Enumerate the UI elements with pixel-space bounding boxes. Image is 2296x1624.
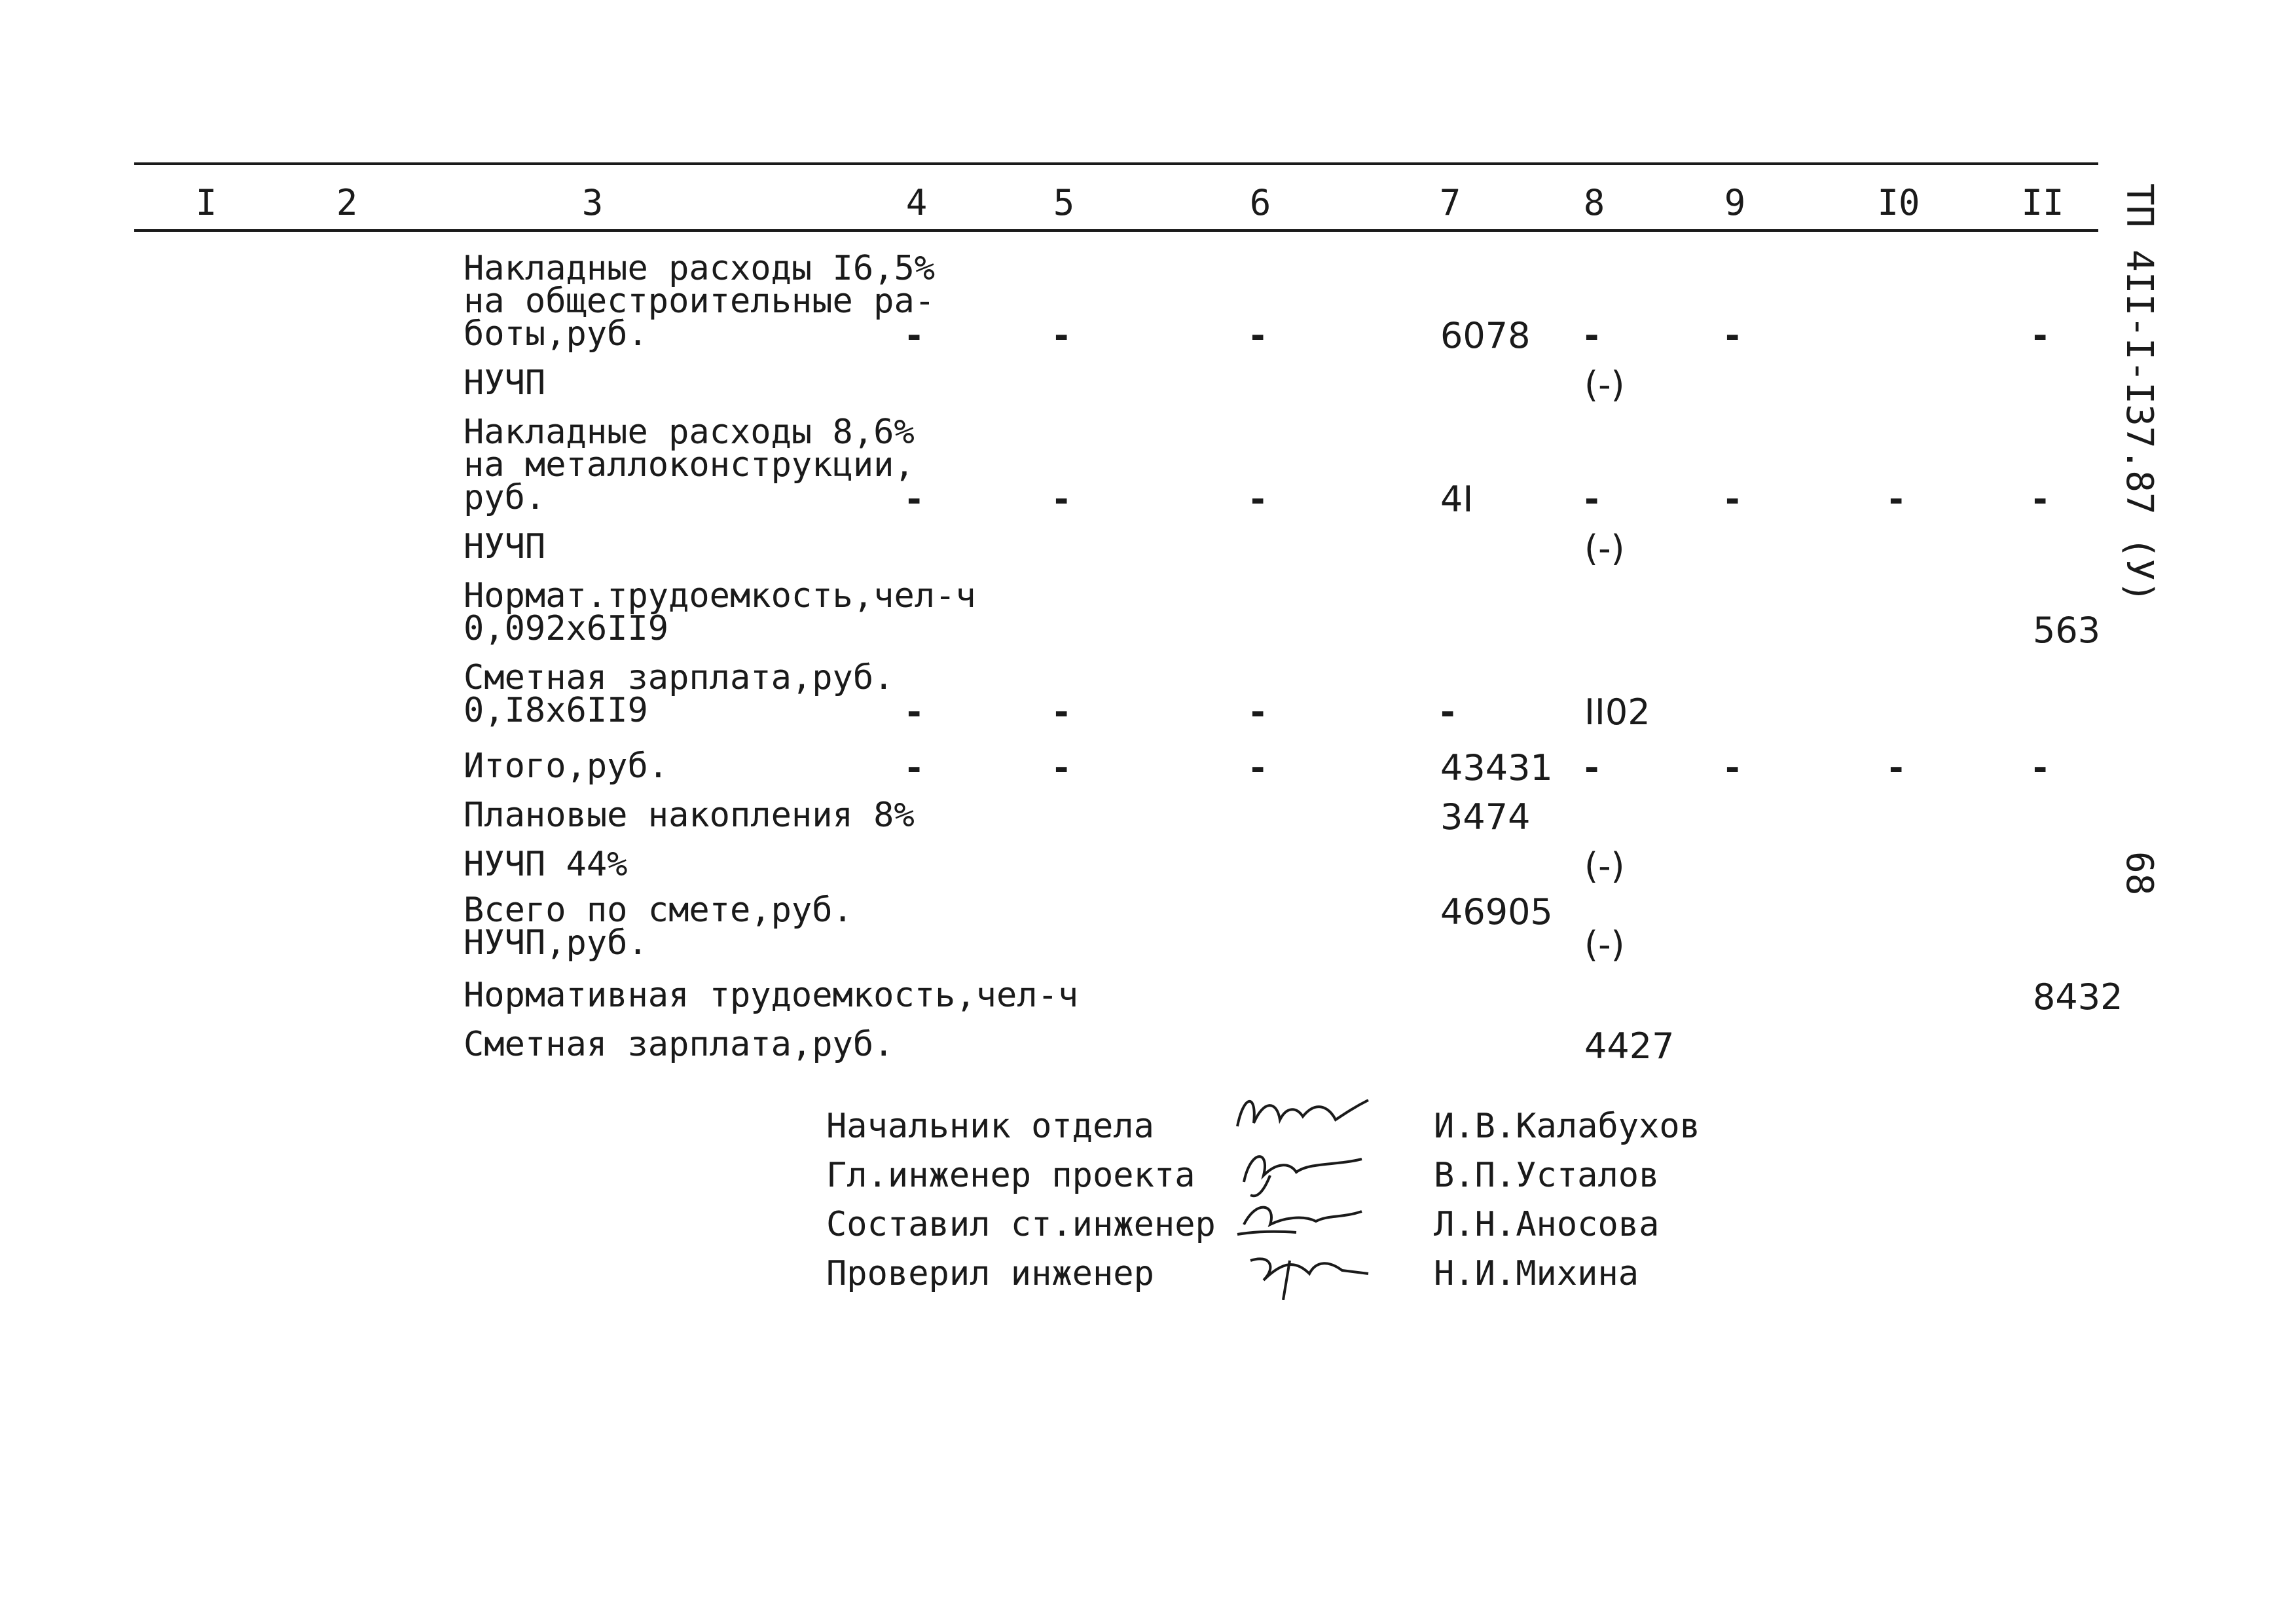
description-line: Плановые накопления 8%: [464, 796, 915, 835]
cell-value: -: [1054, 479, 1069, 520]
cell-value: II02: [1584, 692, 1650, 733]
handwritten-signature-icon: [1231, 1234, 1381, 1300]
signatory-name: В.П.Усталов: [1434, 1156, 1660, 1195]
row-description: [464, 976, 1079, 1015]
cell-value: 4427: [1584, 1025, 1675, 1067]
cell-value: 4I: [1440, 479, 1474, 520]
column-header: 6: [1249, 182, 1271, 223]
cell-value: 3474: [1440, 796, 1531, 838]
column-header: I0: [1877, 182, 1920, 223]
signatory-name: Н.И.Михина: [1434, 1254, 1639, 1293]
description-line: Нормативная трудоемкость,чел-ч: [464, 976, 1079, 1015]
description-line: НУЧП 44%: [464, 845, 628, 884]
cell-value: 8432: [2033, 976, 2123, 1018]
cell-value: (-): [1584, 845, 1625, 887]
cell-value: (-): [1584, 924, 1625, 965]
cell-value: -: [2033, 479, 2048, 520]
description-line: НУЧП: [464, 527, 546, 566]
row-description: [464, 845, 628, 884]
description-line: Сметная зарплата,руб.: [464, 1025, 894, 1064]
description-line: боты,руб.: [464, 314, 648, 354]
description-line: Всего по смете,руб.: [464, 891, 853, 930]
cell-value: -: [1250, 747, 1266, 788]
cell-value: -: [907, 315, 922, 356]
row-description: [464, 363, 546, 403]
cell-value: 563: [2033, 610, 2101, 651]
column-header: 7: [1439, 182, 1461, 223]
signature-role: Составил ст.инженер: [826, 1205, 1216, 1244]
description-line: на металлоконструкции,: [464, 445, 915, 485]
cell-value: (-): [1584, 528, 1625, 569]
cell-value: (-): [1584, 364, 1625, 405]
cell-value: -: [1584, 315, 1599, 356]
column-header: 4: [905, 182, 928, 223]
signature-role: Проверил инженер: [826, 1254, 1154, 1293]
cell-value: -: [1725, 747, 1740, 788]
cell-value: -: [1584, 747, 1599, 788]
row-description: [464, 1025, 894, 1064]
cell-value: -: [1054, 747, 1069, 788]
cell-value: -: [2033, 315, 2048, 356]
cell-value: -: [907, 479, 922, 520]
page-number: 68: [2118, 851, 2160, 896]
signatory-name: И.В.Калабухов: [1434, 1107, 1700, 1146]
column-header: 3: [581, 182, 604, 223]
description-line: на общестроительные ра-: [464, 282, 936, 321]
document-code: ТП 4II-I-I37.87 (У): [2118, 183, 2160, 603]
row-description: [464, 249, 936, 354]
description-line: Нормат.трудоемкость,чел-ч: [464, 576, 976, 616]
cell-value: -: [1889, 747, 1904, 788]
description-line: НУЧП,руб.: [464, 923, 648, 963]
row-description: [464, 527, 546, 566]
column-header: 2: [336, 182, 358, 223]
column-header: I: [195, 182, 217, 223]
row-description: [464, 576, 976, 648]
cell-value: -: [907, 692, 922, 733]
row-description: [464, 796, 915, 835]
description-line: Сметная зарплата,руб.: [464, 658, 894, 697]
cell-value: 43431: [1440, 747, 1553, 788]
description-line: руб.: [464, 478, 546, 517]
description-line: 0,092х6II9: [464, 609, 669, 648]
cell-value: -: [1054, 692, 1069, 733]
cell-value: -: [1250, 479, 1266, 520]
cell-value: 6078: [1440, 315, 1531, 356]
description-line: НУЧП: [464, 363, 546, 403]
cell-value: -: [907, 747, 922, 788]
cell-value: -: [1250, 692, 1266, 733]
description-line: Итого,руб.: [464, 747, 669, 786]
cell-value: -: [1054, 315, 1069, 356]
row-description: [464, 413, 915, 517]
cell-value: -: [2033, 747, 2048, 788]
cell-value: -: [1440, 692, 1455, 733]
cell-value: -: [1725, 315, 1740, 356]
row-description: [464, 747, 669, 786]
row-description: [464, 658, 894, 730]
description-line: Накладные расходы 8,6%: [464, 413, 915, 452]
column-header: II: [2021, 182, 2064, 223]
table-top-rule: [134, 162, 2098, 165]
signature-role: Начальник отдела: [826, 1107, 1154, 1146]
cell-value: -: [1250, 315, 1266, 356]
row-description: [464, 891, 853, 963]
cell-value: 46905: [1440, 891, 1553, 932]
signatory-name: Л.Н.Аносова: [1434, 1205, 1660, 1244]
table-header-rule: [134, 229, 2098, 232]
cell-value: -: [1725, 479, 1740, 520]
description-line: Накладные расходы I6,5%: [464, 249, 936, 288]
signature-role: Гл.инженер проекта: [826, 1156, 1195, 1195]
cell-value: -: [1889, 479, 1904, 520]
column-header: 9: [1724, 182, 1746, 223]
column-header: 8: [1583, 182, 1605, 223]
cell-value: -: [1584, 479, 1599, 520]
column-header: 5: [1053, 182, 1075, 223]
description-line: 0,I8х6II9: [464, 691, 648, 730]
